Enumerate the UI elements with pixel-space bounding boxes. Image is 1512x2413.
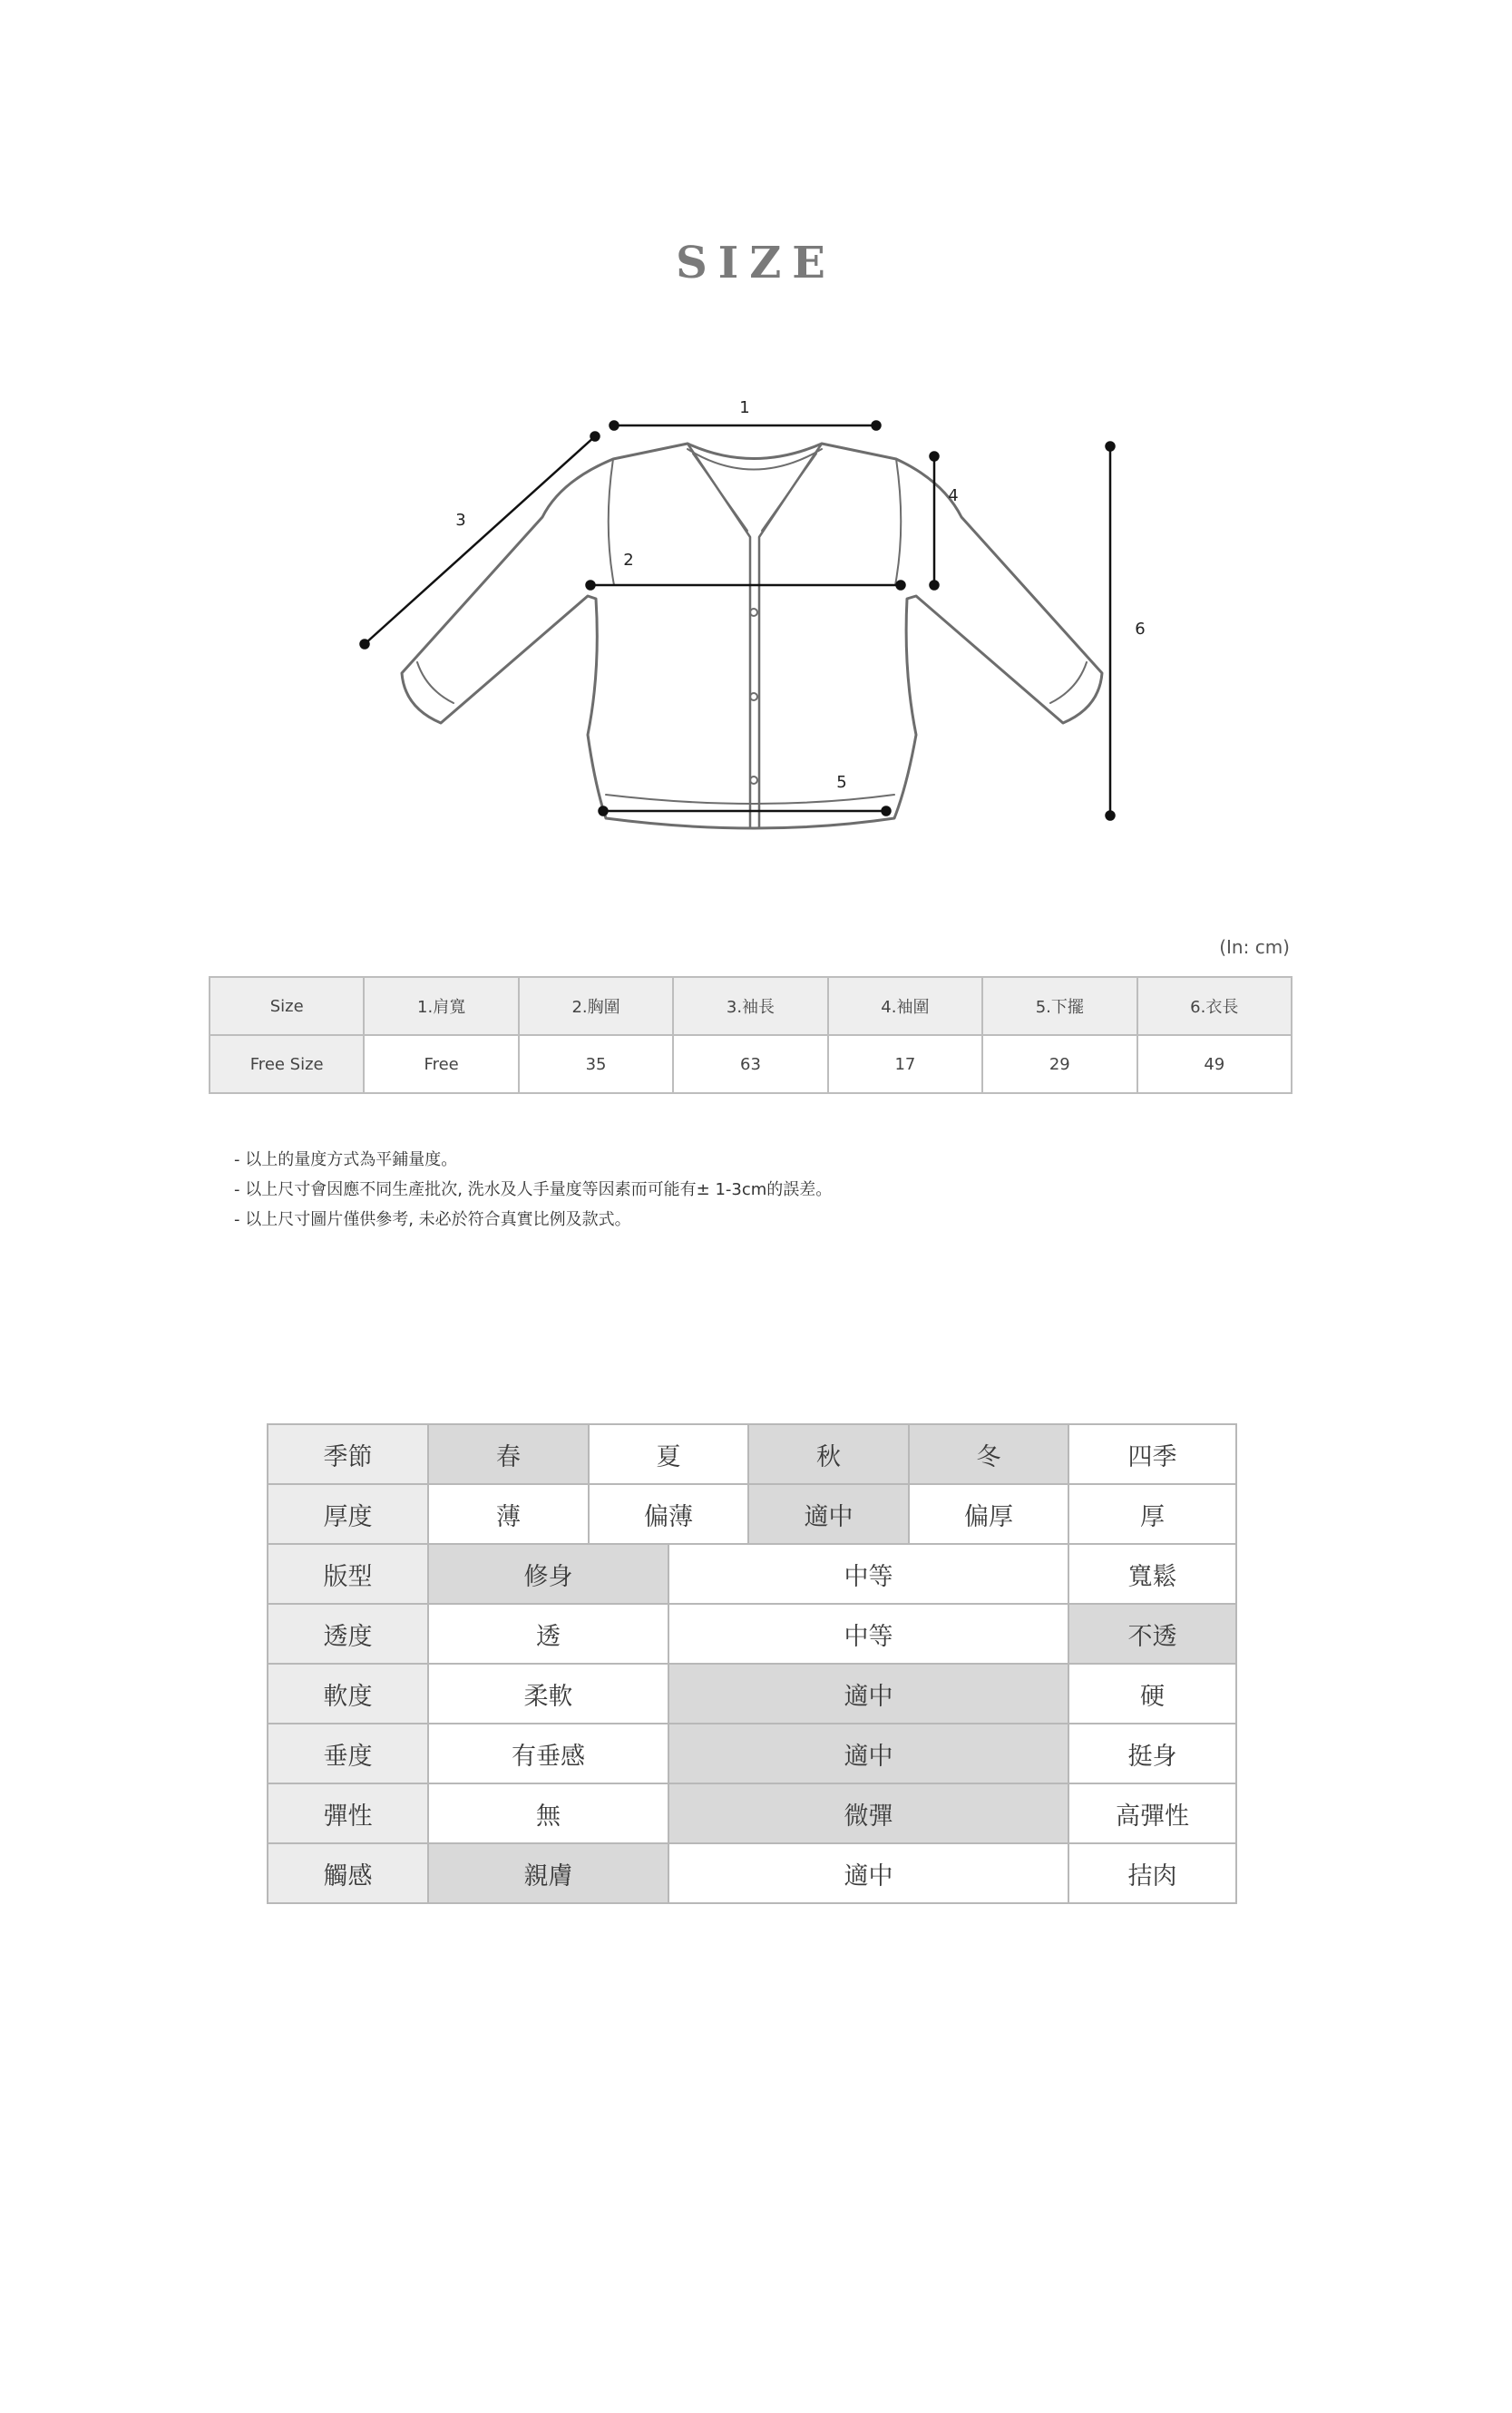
size-cell: Free — [364, 1035, 518, 1093]
size-table — [209, 976, 1293, 1094]
option-cell: 微彈 — [668, 1783, 1068, 1843]
size-cell: Free Size — [210, 1035, 364, 1093]
option-cell: 夏 — [589, 1424, 748, 1484]
option-cell: 偏薄 — [589, 1484, 748, 1544]
size-header-cell: 3.袖長 — [673, 977, 827, 1035]
option-cell: 不透 — [1068, 1604, 1236, 1664]
unit-note: (In: cm) — [1219, 936, 1290, 958]
size-header-cell: 5.下擺 — [982, 977, 1136, 1035]
fabric-row-drape — [268, 1724, 1236, 1783]
cuff-left — [417, 662, 454, 703]
note-item: - 以上尺寸圖片僅供參考, 未必於符合真實比例及款式。 — [234, 1210, 631, 1229]
option-cell: 冬 — [909, 1424, 1068, 1484]
option-cell: 硬 — [1068, 1664, 1236, 1724]
fabric-info-table — [267, 1423, 1237, 1904]
note-item: - 以上的量度方式為平鋪量度。 — [234, 1150, 458, 1169]
option-cell: 親膚 — [428, 1843, 668, 1903]
measure-label-2: 2 — [623, 551, 634, 570]
size-cell: 49 — [1137, 1035, 1292, 1093]
size-cell: 63 — [673, 1035, 827, 1093]
fabric-row-label: 透度 — [268, 1604, 428, 1664]
fabric-row-label: 厚度 — [268, 1484, 428, 1544]
option-cell: 中等 — [668, 1604, 1068, 1664]
fabric-row-label: 季節 — [268, 1424, 428, 1484]
option-cell: 挺身 — [1068, 1724, 1236, 1783]
option-cell: 透 — [428, 1604, 668, 1664]
option-cell: 無 — [428, 1783, 668, 1843]
page-title: SIZE — [676, 238, 836, 288]
size-header-cell: 4.袖圍 — [828, 977, 982, 1035]
measure-label-1: 1 — [739, 398, 750, 417]
option-cell: 適中 — [668, 1664, 1068, 1724]
option-cell: 中等 — [668, 1544, 1068, 1604]
size-header-cell: 6.衣長 — [1137, 977, 1292, 1035]
measure-label-3: 3 — [455, 511, 466, 530]
cardigan-outline — [402, 444, 1102, 828]
armhole-left — [609, 459, 614, 585]
fabric-row-thickness — [268, 1484, 1236, 1544]
option-cell: 有垂感 — [428, 1724, 668, 1783]
option-cell: 厚 — [1068, 1484, 1236, 1544]
size-table-header-row — [210, 977, 1292, 1035]
size-cell: 17 — [828, 1035, 982, 1093]
option-cell: 適中 — [668, 1843, 1068, 1903]
option-cell: 適中 — [668, 1724, 1068, 1783]
option-cell: 修身 — [428, 1544, 668, 1604]
fabric-row-elasticity — [268, 1783, 1236, 1843]
size-header-cell: Size — [210, 977, 364, 1035]
size-table-row — [210, 1035, 1292, 1093]
collar-line — [688, 444, 822, 827]
option-cell: 柔軟 — [428, 1664, 668, 1724]
measure-label-6: 6 — [1135, 620, 1146, 639]
garment-diagram — [0, 381, 1512, 853]
placket-inner — [693, 454, 816, 531]
option-cell: 寬鬆 — [1068, 1544, 1236, 1604]
measurement-notes — [234, 1145, 832, 1235]
size-header-cell: 2.胸圍 — [519, 977, 673, 1035]
fabric-row-touch — [268, 1843, 1236, 1903]
fabric-row-label: 垂度 — [268, 1724, 428, 1783]
fabric-row-label: 版型 — [268, 1544, 428, 1604]
option-cell: 四季 — [1068, 1424, 1236, 1484]
measure-label-4: 4 — [948, 486, 959, 505]
size-cell: 35 — [519, 1035, 673, 1093]
option-cell: 偏厚 — [909, 1484, 1068, 1544]
size-cell: 29 — [982, 1035, 1136, 1093]
fabric-row-season — [268, 1424, 1236, 1484]
fabric-row-fit — [268, 1544, 1236, 1604]
option-cell: 拮肉 — [1068, 1843, 1236, 1903]
option-cell: 春 — [428, 1424, 589, 1484]
fabric-row-softness — [268, 1664, 1236, 1724]
armhole-right — [895, 459, 901, 585]
cuff-right — [1050, 662, 1087, 703]
size-header-cell: 1.肩寬 — [364, 977, 518, 1035]
fabric-row-sheerness — [268, 1604, 1236, 1664]
option-cell: 薄 — [428, 1484, 589, 1544]
note-item: - 以上尺寸會因應不同生產批次, 洗水及人手量度等因素而可能有± 1-3cm的誤差。 — [234, 1180, 833, 1199]
fabric-row-label: 軟度 — [268, 1664, 428, 1724]
option-cell: 適中 — [748, 1484, 909, 1544]
fabric-row-label: 觸感 — [268, 1843, 428, 1903]
fabric-row-label: 彈性 — [268, 1783, 428, 1843]
measure-label-5: 5 — [836, 773, 847, 792]
option-cell: 秋 — [748, 1424, 909, 1484]
option-cell: 高彈性 — [1068, 1783, 1236, 1843]
